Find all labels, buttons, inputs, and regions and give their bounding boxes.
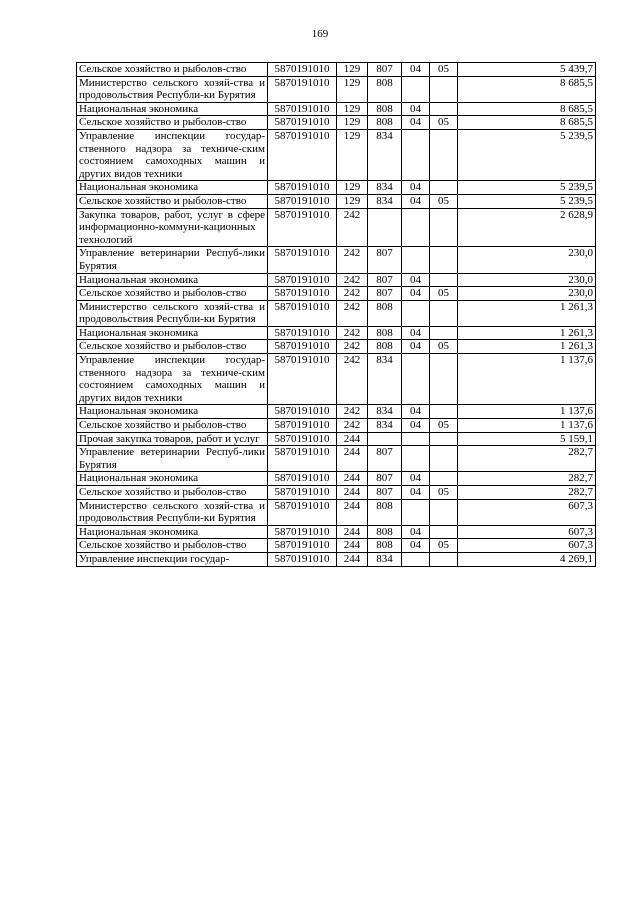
- table-row: [77, 405, 596, 419]
- cell-name: Сельское хозяйство и рыболов-ство: [77, 194, 268, 208]
- cell-name: Национальная экономика: [77, 525, 268, 539]
- table-row: [77, 208, 596, 247]
- cell-name: Сельское хозяйство и рыболов-ство: [77, 486, 268, 500]
- cell-administrator: 834: [368, 181, 402, 195]
- cell-expense-type: 242: [337, 208, 368, 247]
- cell-amount: 607,3: [458, 499, 596, 525]
- cell-subsection: [430, 525, 458, 539]
- cell-section: 04: [402, 326, 430, 340]
- cell-subsection: 05: [430, 287, 458, 301]
- cell-target-article: 5870191010: [268, 287, 337, 301]
- cell-target-article: 5870191010: [268, 129, 337, 180]
- cell-section: 04: [402, 287, 430, 301]
- cell-section: 04: [402, 525, 430, 539]
- cell-expense-type: 242: [337, 340, 368, 354]
- cell-target-article: 5870191010: [268, 194, 337, 208]
- cell-expense-type: 244: [337, 486, 368, 500]
- table-row: [77, 63, 596, 77]
- cell-subsection: [430, 76, 458, 102]
- cell-section: [402, 446, 430, 472]
- cell-subsection: [430, 326, 458, 340]
- cell-amount: 607,3: [458, 525, 596, 539]
- cell-section: 04: [402, 181, 430, 195]
- cell-administrator: 808: [368, 76, 402, 102]
- cell-amount: 5 239,5: [458, 129, 596, 180]
- cell-amount: 5 159,1: [458, 432, 596, 446]
- cell-amount: 282,7: [458, 486, 596, 500]
- cell-section: 04: [402, 116, 430, 130]
- table-row: [77, 552, 596, 566]
- cell-name: Закупка товаров, работ, услуг в сфере информационно-коммуни-кационных технологий: [77, 208, 268, 247]
- cell-subsection: 05: [430, 340, 458, 354]
- table-row: [77, 340, 596, 354]
- cell-administrator: 807: [368, 63, 402, 77]
- cell-section: [402, 76, 430, 102]
- cell-name: Национальная экономика: [77, 405, 268, 419]
- cell-name: Сельское хозяйство и рыболов-ство: [77, 63, 268, 77]
- cell-administrator: 807: [368, 273, 402, 287]
- cell-name: Сельское хозяйство и рыболов-ство: [77, 419, 268, 433]
- cell-target-article: 5870191010: [268, 499, 337, 525]
- cell-amount: 1 137,6: [458, 419, 596, 433]
- cell-target-article: 5870191010: [268, 405, 337, 419]
- cell-target-article: 5870191010: [268, 273, 337, 287]
- table-row: [77, 76, 596, 102]
- cell-subsection: [430, 273, 458, 287]
- cell-amount: 282,7: [458, 446, 596, 472]
- cell-section: 04: [402, 340, 430, 354]
- table-row: [77, 499, 596, 525]
- cell-expense-type: 244: [337, 446, 368, 472]
- cell-name: Сельское хозяйство и рыболов-ство: [77, 287, 268, 301]
- cell-target-article: 5870191010: [268, 76, 337, 102]
- cell-expense-type: 244: [337, 525, 368, 539]
- cell-expense-type: 129: [337, 102, 368, 116]
- cell-target-article: 5870191010: [268, 472, 337, 486]
- cell-amount: 230,0: [458, 247, 596, 273]
- cell-subsection: 05: [430, 63, 458, 77]
- cell-administrator: 808: [368, 102, 402, 116]
- cell-administrator: 807: [368, 446, 402, 472]
- cell-administrator: 807: [368, 247, 402, 273]
- cell-subsection: [430, 405, 458, 419]
- cell-expense-type: 244: [337, 539, 368, 553]
- cell-target-article: 5870191010: [268, 354, 337, 405]
- cell-subsection: [430, 181, 458, 195]
- table-row: [77, 326, 596, 340]
- cell-target-article: 5870191010: [268, 300, 337, 326]
- cell-expense-type: 129: [337, 76, 368, 102]
- page-number: 169: [311, 28, 329, 40]
- cell-target-article: 5870191010: [268, 116, 337, 130]
- cell-expense-type: 242: [337, 326, 368, 340]
- cell-target-article: 5870191010: [268, 419, 337, 433]
- cell-name: Министерство сельского хозяй-ства и продовольствия Республи-ки Бурятия: [77, 499, 268, 525]
- cell-administrator: 834: [368, 194, 402, 208]
- cell-amount: 1 261,3: [458, 300, 596, 326]
- cell-expense-type: 129: [337, 181, 368, 195]
- cell-amount: 2 628,9: [458, 208, 596, 247]
- table-row: [77, 354, 596, 405]
- table-row: [77, 181, 596, 195]
- budget-table-body: [77, 63, 596, 567]
- cell-subsection: 05: [430, 539, 458, 553]
- cell-section: [402, 499, 430, 525]
- table-row: [77, 273, 596, 287]
- cell-expense-type: 242: [337, 300, 368, 326]
- cell-expense-type: 129: [337, 194, 368, 208]
- cell-subsection: [430, 247, 458, 273]
- cell-subsection: [430, 102, 458, 116]
- cell-amount: 1 261,3: [458, 326, 596, 340]
- cell-section: [402, 208, 430, 247]
- cell-name: Министерство сельского хозяй-ства и продовольствия Республи-ки Бурятия: [77, 300, 268, 326]
- cell-amount: 230,0: [458, 273, 596, 287]
- cell-administrator: 808: [368, 326, 402, 340]
- cell-administrator: 834: [368, 419, 402, 433]
- cell-section: [402, 300, 430, 326]
- cell-amount: 1 261,3: [458, 340, 596, 354]
- cell-subsection: 05: [430, 486, 458, 500]
- table-row: [77, 194, 596, 208]
- cell-expense-type: 244: [337, 432, 368, 446]
- cell-subsection: 05: [430, 419, 458, 433]
- cell-subsection: [430, 446, 458, 472]
- cell-expense-type: 129: [337, 63, 368, 77]
- cell-target-article: 5870191010: [268, 208, 337, 247]
- cell-name: Управление инспекции государ-ственного надзора за техниче-ским состоянием самоходных машин и других видов техники: [77, 354, 268, 405]
- cell-administrator: [368, 432, 402, 446]
- table-row: [77, 247, 596, 273]
- cell-subsection: [430, 129, 458, 180]
- cell-target-article: 5870191010: [268, 63, 337, 77]
- cell-section: [402, 432, 430, 446]
- cell-target-article: 5870191010: [268, 539, 337, 553]
- cell-administrator: 834: [368, 552, 402, 566]
- cell-expense-type: 242: [337, 405, 368, 419]
- cell-amount: 1 137,6: [458, 405, 596, 419]
- cell-section: 04: [402, 419, 430, 433]
- cell-expense-type: 244: [337, 552, 368, 566]
- cell-name: Прочая закупка товаров, работ и услуг: [77, 432, 268, 446]
- cell-subsection: [430, 354, 458, 405]
- cell-amount: 230,0: [458, 287, 596, 301]
- cell-subsection: [430, 552, 458, 566]
- cell-section: [402, 247, 430, 273]
- cell-target-article: 5870191010: [268, 525, 337, 539]
- cell-section: 04: [402, 102, 430, 116]
- cell-administrator: 808: [368, 116, 402, 130]
- table-row: [77, 446, 596, 472]
- cell-name: Сельское хозяйство и рыболов-ство: [77, 340, 268, 354]
- cell-section: 04: [402, 194, 430, 208]
- cell-name: Национальная экономика: [77, 102, 268, 116]
- cell-section: 04: [402, 486, 430, 500]
- cell-name: Национальная экономика: [77, 326, 268, 340]
- cell-target-article: 5870191010: [268, 340, 337, 354]
- table-row: [77, 419, 596, 433]
- cell-target-article: 5870191010: [268, 486, 337, 500]
- cell-amount: 607,3: [458, 539, 596, 553]
- cell-administrator: 808: [368, 539, 402, 553]
- cell-administrator: 808: [368, 499, 402, 525]
- table-row: [77, 539, 596, 553]
- cell-target-article: 5870191010: [268, 181, 337, 195]
- cell-expense-type: 242: [337, 287, 368, 301]
- cell-expense-type: 244: [337, 499, 368, 525]
- cell-target-article: 5870191010: [268, 247, 337, 273]
- cell-administrator: [368, 208, 402, 247]
- cell-administrator: 807: [368, 486, 402, 500]
- cell-amount: 5 439,7: [458, 63, 596, 77]
- cell-amount: 8 685,5: [458, 116, 596, 130]
- cell-expense-type: 242: [337, 247, 368, 273]
- cell-section: 04: [402, 273, 430, 287]
- cell-expense-type: 129: [337, 116, 368, 130]
- cell-target-article: 5870191010: [268, 446, 337, 472]
- cell-name: Управление инспекции государ-: [77, 552, 268, 566]
- cell-expense-type: 242: [337, 354, 368, 405]
- cell-amount: 8 685,5: [458, 102, 596, 116]
- cell-expense-type: 244: [337, 472, 368, 486]
- cell-name: Национальная экономика: [77, 273, 268, 287]
- cell-name: Управление ветеринарии Респуб-лики Бурятия: [77, 446, 268, 472]
- cell-administrator: 807: [368, 472, 402, 486]
- cell-amount: 1 137,6: [458, 354, 596, 405]
- cell-administrator: 808: [368, 525, 402, 539]
- cell-amount: 5 239,5: [458, 181, 596, 195]
- cell-name: Управление ветеринарии Респуб-лики Бурятия: [77, 247, 268, 273]
- cell-subsection: [430, 472, 458, 486]
- cell-amount: 4 269,1: [458, 552, 596, 566]
- cell-expense-type: 129: [337, 129, 368, 180]
- table-row: [77, 116, 596, 130]
- cell-amount: 5 239,5: [458, 194, 596, 208]
- cell-subsection: [430, 208, 458, 247]
- cell-subsection: [430, 499, 458, 525]
- cell-name: Министерство сельского хозяй-ства и продовольствия Республи-ки Бурятия: [77, 76, 268, 102]
- cell-administrator: 834: [368, 405, 402, 419]
- cell-amount: 282,7: [458, 472, 596, 486]
- table-row: [77, 287, 596, 301]
- table-row: [77, 472, 596, 486]
- cell-name: Национальная экономика: [77, 181, 268, 195]
- table-row: [77, 525, 596, 539]
- cell-subsection: 05: [430, 194, 458, 208]
- table-row: [77, 486, 596, 500]
- cell-name: Сельское хозяйство и рыболов-ство: [77, 539, 268, 553]
- cell-name: Сельское хозяйство и рыболов-ство: [77, 116, 268, 130]
- cell-administrator: 834: [368, 354, 402, 405]
- table-row: [77, 129, 596, 180]
- cell-administrator: 808: [368, 300, 402, 326]
- cell-section: 04: [402, 405, 430, 419]
- cell-expense-type: 242: [337, 273, 368, 287]
- cell-target-article: 5870191010: [268, 326, 337, 340]
- cell-amount: 8 685,5: [458, 76, 596, 102]
- cell-subsection: 05: [430, 116, 458, 130]
- cell-target-article: 5870191010: [268, 432, 337, 446]
- table-row: [77, 432, 596, 446]
- cell-administrator: 808: [368, 340, 402, 354]
- cell-target-article: 5870191010: [268, 552, 337, 566]
- cell-section: 04: [402, 63, 430, 77]
- cell-section: 04: [402, 539, 430, 553]
- cell-administrator: 807: [368, 287, 402, 301]
- cell-administrator: 834: [368, 129, 402, 180]
- table-row: [77, 102, 596, 116]
- table-row: [77, 300, 596, 326]
- cell-expense-type: 242: [337, 419, 368, 433]
- cell-section: 04: [402, 472, 430, 486]
- cell-subsection: [430, 300, 458, 326]
- cell-name: Управление инспекции государ-ственного надзора за техниче-ским состоянием самоходных машин и других видов техники: [77, 129, 268, 180]
- cell-name: Национальная экономика: [77, 472, 268, 486]
- cell-subsection: [430, 432, 458, 446]
- cell-section: [402, 354, 430, 405]
- cell-section: [402, 129, 430, 180]
- budget-table: [76, 62, 596, 567]
- cell-section: [402, 552, 430, 566]
- cell-target-article: 5870191010: [268, 102, 337, 116]
